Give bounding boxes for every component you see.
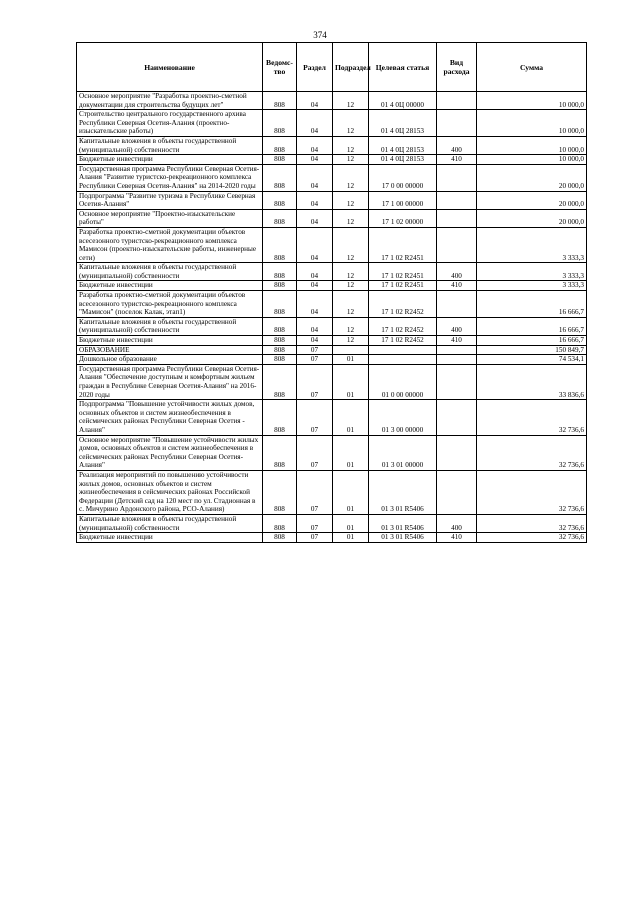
row-celevaya-statya-cell: 01 4 0Ц 00000 [369, 92, 437, 110]
row-celevaya-statya-cell: 17 1 02 R2452 [369, 291, 437, 318]
row-podrazdel-cell: 01 [333, 533, 369, 543]
budget-table [76, 42, 587, 543]
row-name-cell: Государственная программа Республики Северная Осетия-Алания "Развитие туристско-рекреационного комплекса Республики Северная Осетия-Алания" на 2014-2020 годы [77, 164, 263, 191]
row-razdel-cell: 07 [297, 400, 333, 435]
row-vedomstvo-cell: 808 [263, 435, 297, 470]
row-razdel-cell: 04 [297, 92, 333, 110]
row-vedomstvo-cell: 808 [263, 470, 297, 514]
row-podrazdel-cell: 12 [333, 136, 369, 154]
table-row [77, 533, 587, 543]
row-vid-rashoda-cell [437, 92, 477, 110]
row-summa-cell: 10 000,0 [477, 110, 587, 137]
row-razdel-cell: 04 [297, 209, 333, 227]
row-summa-cell: 10 000,0 [477, 155, 587, 165]
row-summa-cell: 16 666,7 [477, 336, 587, 346]
row-vedomstvo-cell: 808 [263, 191, 297, 209]
row-summa-cell: 3 333,3 [477, 227, 587, 262]
row-celevaya-statya-cell [369, 345, 437, 355]
row-podrazdel-cell: 01 [333, 514, 369, 532]
row-summa-cell: 74 534,1 [477, 355, 587, 365]
table-row [77, 317, 587, 335]
row-celevaya-statya-cell: 01 4 0Ц 28153 [369, 155, 437, 165]
row-celevaya-statya-cell [369, 355, 437, 365]
row-vid-rashoda-cell: 400 [437, 317, 477, 335]
table-row [77, 291, 587, 318]
row-vid-rashoda-cell [437, 291, 477, 318]
page-number: 374 [313, 30, 327, 40]
row-vedomstvo-cell: 808 [263, 291, 297, 318]
header-vedomstvo: Ведомс-тво [263, 43, 297, 92]
table-row [77, 191, 587, 209]
row-razdel-cell: 07 [297, 533, 333, 543]
row-vedomstvo-cell: 808 [263, 336, 297, 346]
row-vid-rashoda-cell: 400 [437, 136, 477, 154]
row-celevaya-statya-cell: 17 1 02 R2451 [369, 263, 437, 281]
row-vid-rashoda-cell: 410 [437, 533, 477, 543]
row-summa-cell: 16 666,7 [477, 317, 587, 335]
table-row [77, 336, 587, 346]
row-vedomstvo-cell: 808 [263, 136, 297, 154]
row-name-cell: Бюджетные инвестиции [77, 336, 263, 346]
row-vedomstvo-cell: 808 [263, 227, 297, 262]
header-summa: Сумма [477, 43, 587, 92]
table-row [77, 281, 587, 291]
row-name-cell: Подпрограмма "Повышение устойчивости жилых домов, основных объектов и систем жизнеобеспечения в сейсмических районах Республики Северная Осетия - Алания" [77, 400, 263, 435]
row-vedomstvo-cell: 808 [263, 281, 297, 291]
header-celevaya-statya: Целевая статья [369, 43, 437, 92]
header-razdel: Раздел [297, 43, 333, 92]
row-razdel-cell: 07 [297, 345, 333, 355]
row-name-cell: Подпрограмма "Развитие туризма в Республике Северная Осетия-Алания" [77, 191, 263, 209]
row-razdel-cell: 04 [297, 191, 333, 209]
row-vedomstvo-cell: 808 [263, 164, 297, 191]
row-podrazdel-cell: 01 [333, 355, 369, 365]
row-razdel-cell: 07 [297, 470, 333, 514]
table-body [77, 92, 587, 543]
row-podrazdel-cell: 12 [333, 317, 369, 335]
row-podrazdel-cell: 12 [333, 281, 369, 291]
table-row [77, 355, 587, 365]
row-celevaya-statya-cell: 17 1 02 R2452 [369, 336, 437, 346]
row-name-cell: Основное мероприятие "Проектно-изыскательские работы" [77, 209, 263, 227]
row-summa-cell: 10 000,0 [477, 136, 587, 154]
row-podrazdel-cell: 01 [333, 364, 369, 399]
row-name-cell: Капитальные вложения в объекты государственной (муниципальной) собственности [77, 136, 263, 154]
row-razdel-cell: 07 [297, 435, 333, 470]
row-vedomstvo-cell: 808 [263, 110, 297, 137]
row-podrazdel-cell: 12 [333, 291, 369, 318]
row-celevaya-statya-cell: 01 0 00 00000 [369, 364, 437, 399]
table-row [77, 92, 587, 110]
row-vedomstvo-cell: 808 [263, 263, 297, 281]
row-name-cell: Основное мероприятие "Разработка проектно-сметной документации для строительства будущих лет" [77, 92, 263, 110]
row-vid-rashoda-cell: 400 [437, 514, 477, 532]
row-razdel-cell: 04 [297, 164, 333, 191]
row-celevaya-statya-cell: 01 4 0Ц 28153 [369, 136, 437, 154]
row-name-cell: Государственная программа Республики Северная Осетия-Алания "Обеспечение доступным и комфортным жильем граждан в Республике Северная Осетия-Алания" на 2016-2020 годы [77, 364, 263, 399]
table-row [77, 164, 587, 191]
table-row [77, 435, 587, 470]
row-name-cell: Бюджетные инвестиции [77, 533, 263, 543]
row-vedomstvo-cell: 808 [263, 209, 297, 227]
row-podrazdel-cell: 12 [333, 263, 369, 281]
table-row [77, 136, 587, 154]
row-name-cell: Разработка проектно-сметной документации объектов всесезонного туристско-рекреационного комплекса "Мамисон" (поселок Калак, этап1) [77, 291, 263, 318]
row-vid-rashoda-cell [437, 191, 477, 209]
row-name-cell: Капитальные вложения в объекты государственной (муниципальной) собственности [77, 317, 263, 335]
row-name-cell: ОБРАЗОВАНИЕ [77, 345, 263, 355]
row-celevaya-statya-cell: 01 3 01 00000 [369, 435, 437, 470]
row-razdel-cell: 04 [297, 155, 333, 165]
row-summa-cell: 33 836,6 [477, 364, 587, 399]
row-summa-cell: 3 333,3 [477, 281, 587, 291]
header-name: Наименование [77, 43, 263, 92]
row-vid-rashoda-cell [437, 164, 477, 191]
row-razdel-cell: 07 [297, 514, 333, 532]
row-podrazdel-cell: 12 [333, 336, 369, 346]
row-vid-rashoda-cell: 410 [437, 336, 477, 346]
row-razdel-cell: 04 [297, 281, 333, 291]
row-podrazdel-cell: 12 [333, 110, 369, 137]
row-podrazdel-cell: 01 [333, 435, 369, 470]
row-vid-rashoda-cell [437, 400, 477, 435]
row-podrazdel-cell: 01 [333, 470, 369, 514]
row-vid-rashoda-cell [437, 355, 477, 365]
row-celevaya-statya-cell: 17 1 02 R2451 [369, 281, 437, 291]
table-row [77, 400, 587, 435]
table-row [77, 364, 587, 399]
table-row [77, 227, 587, 262]
row-vid-rashoda-cell: 410 [437, 281, 477, 291]
header-vid-rashoda: Вид расхода [437, 43, 477, 92]
row-summa-cell: 32 736,6 [477, 533, 587, 543]
table-row [77, 263, 587, 281]
row-celevaya-statya-cell: 17 1 02 R2452 [369, 317, 437, 335]
row-name-cell: Бюджетные инвестиции [77, 281, 263, 291]
table-row [77, 345, 587, 355]
table-row [77, 110, 587, 137]
row-celevaya-statya-cell: 01 3 00 00000 [369, 400, 437, 435]
row-vedomstvo-cell: 808 [263, 514, 297, 532]
header-podrazdel: Подраздел [333, 43, 369, 92]
row-summa-cell: 16 666,7 [477, 291, 587, 318]
table-row [77, 209, 587, 227]
row-vid-rashoda-cell [437, 209, 477, 227]
row-podrazdel-cell: 12 [333, 164, 369, 191]
table-row [77, 514, 587, 532]
row-summa-cell: 20 000,0 [477, 164, 587, 191]
row-celevaya-statya-cell: 01 3 01 R5406 [369, 514, 437, 532]
row-name-cell: Капитальные вложения в объекты государственной (муниципальной) собственности [77, 263, 263, 281]
row-celevaya-statya-cell: 17 1 02 R2451 [369, 227, 437, 262]
row-razdel-cell: 04 [297, 263, 333, 281]
row-name-cell: Разработка проектно-сметной документации объектов всесезонного туристско-рекреационного комплекса Мамисон (проектно-изыскательские работы, инженерные сети) [77, 227, 263, 262]
row-razdel-cell: 04 [297, 317, 333, 335]
row-vid-rashoda-cell [437, 345, 477, 355]
row-podrazdel-cell [333, 345, 369, 355]
row-vedomstvo-cell: 808 [263, 364, 297, 399]
row-celevaya-statya-cell: 17 1 02 00000 [369, 209, 437, 227]
row-razdel-cell: 04 [297, 291, 333, 318]
row-vid-rashoda-cell [437, 470, 477, 514]
row-razdel-cell: 04 [297, 336, 333, 346]
row-celevaya-statya-cell: 01 3 01 R5406 [369, 533, 437, 543]
row-name-cell: Бюджетные инвестиции [77, 155, 263, 165]
row-vid-rashoda-cell [437, 110, 477, 137]
row-vid-rashoda-cell [437, 435, 477, 470]
row-summa-cell: 32 736,6 [477, 400, 587, 435]
row-vedomstvo-cell: 808 [263, 92, 297, 110]
row-summa-cell: 20 000,0 [477, 209, 587, 227]
row-celevaya-statya-cell: 17 0 00 00000 [369, 164, 437, 191]
row-razdel-cell: 07 [297, 364, 333, 399]
row-summa-cell: 32 736,6 [477, 514, 587, 532]
row-vedomstvo-cell: 808 [263, 345, 297, 355]
table-row [77, 155, 587, 165]
row-celevaya-statya-cell: 17 1 00 00000 [369, 191, 437, 209]
row-podrazdel-cell: 12 [333, 227, 369, 262]
row-vedomstvo-cell: 808 [263, 533, 297, 543]
row-vedomstvo-cell: 808 [263, 317, 297, 335]
row-podrazdel-cell: 12 [333, 209, 369, 227]
row-summa-cell: 150 849,7 [477, 345, 587, 355]
row-razdel-cell: 07 [297, 355, 333, 365]
row-name-cell: Строительство центрального государственного архива Республики Северная Осетия-Алания (проектно-изыскательские работы) [77, 110, 263, 137]
row-celevaya-statya-cell: 01 3 01 R5406 [369, 470, 437, 514]
row-vedomstvo-cell: 808 [263, 400, 297, 435]
row-razdel-cell: 04 [297, 110, 333, 137]
table-row [77, 470, 587, 514]
row-summa-cell: 32 736,6 [477, 435, 587, 470]
row-podrazdel-cell: 12 [333, 155, 369, 165]
row-vid-rashoda-cell: 410 [437, 155, 477, 165]
row-podrazdel-cell: 12 [333, 191, 369, 209]
row-summa-cell: 3 333,3 [477, 263, 587, 281]
row-summa-cell: 32 736,6 [477, 470, 587, 514]
row-name-cell: Капитальные вложения в объекты государственной (муниципальной) собственности [77, 514, 263, 532]
row-vid-rashoda-cell [437, 364, 477, 399]
row-podrazdel-cell: 01 [333, 400, 369, 435]
row-razdel-cell: 04 [297, 136, 333, 154]
table-header-row [77, 43, 587, 92]
row-vedomstvo-cell: 808 [263, 355, 297, 365]
row-vedomstvo-cell: 808 [263, 155, 297, 165]
row-summa-cell: 20 000,0 [477, 191, 587, 209]
row-vid-rashoda-cell [437, 227, 477, 262]
row-vid-rashoda-cell: 400 [437, 263, 477, 281]
row-name-cell: Основное мероприятие "Повышение устойчивости жилых домов, основных объектов и систем жизнеобеспечения в сейсмических районах Республики Северная Осетия-Алания" [77, 435, 263, 470]
row-summa-cell: 10 000,0 [477, 92, 587, 110]
row-celevaya-statya-cell: 01 4 0Ц 28153 [369, 110, 437, 137]
row-podrazdel-cell: 12 [333, 92, 369, 110]
row-name-cell: Реализация мероприятий по повышению устойчивости жилых домов, основных объектов и систем жизнеобеспечения в сейсмических районах Российской Федерации (Детский сад на 120 мест по ул. Стадионная в с. Мичурино Ардонского района, РСО-Алания) [77, 470, 263, 514]
row-name-cell: Дошкольное образование [77, 355, 263, 365]
row-razdel-cell: 04 [297, 227, 333, 262]
